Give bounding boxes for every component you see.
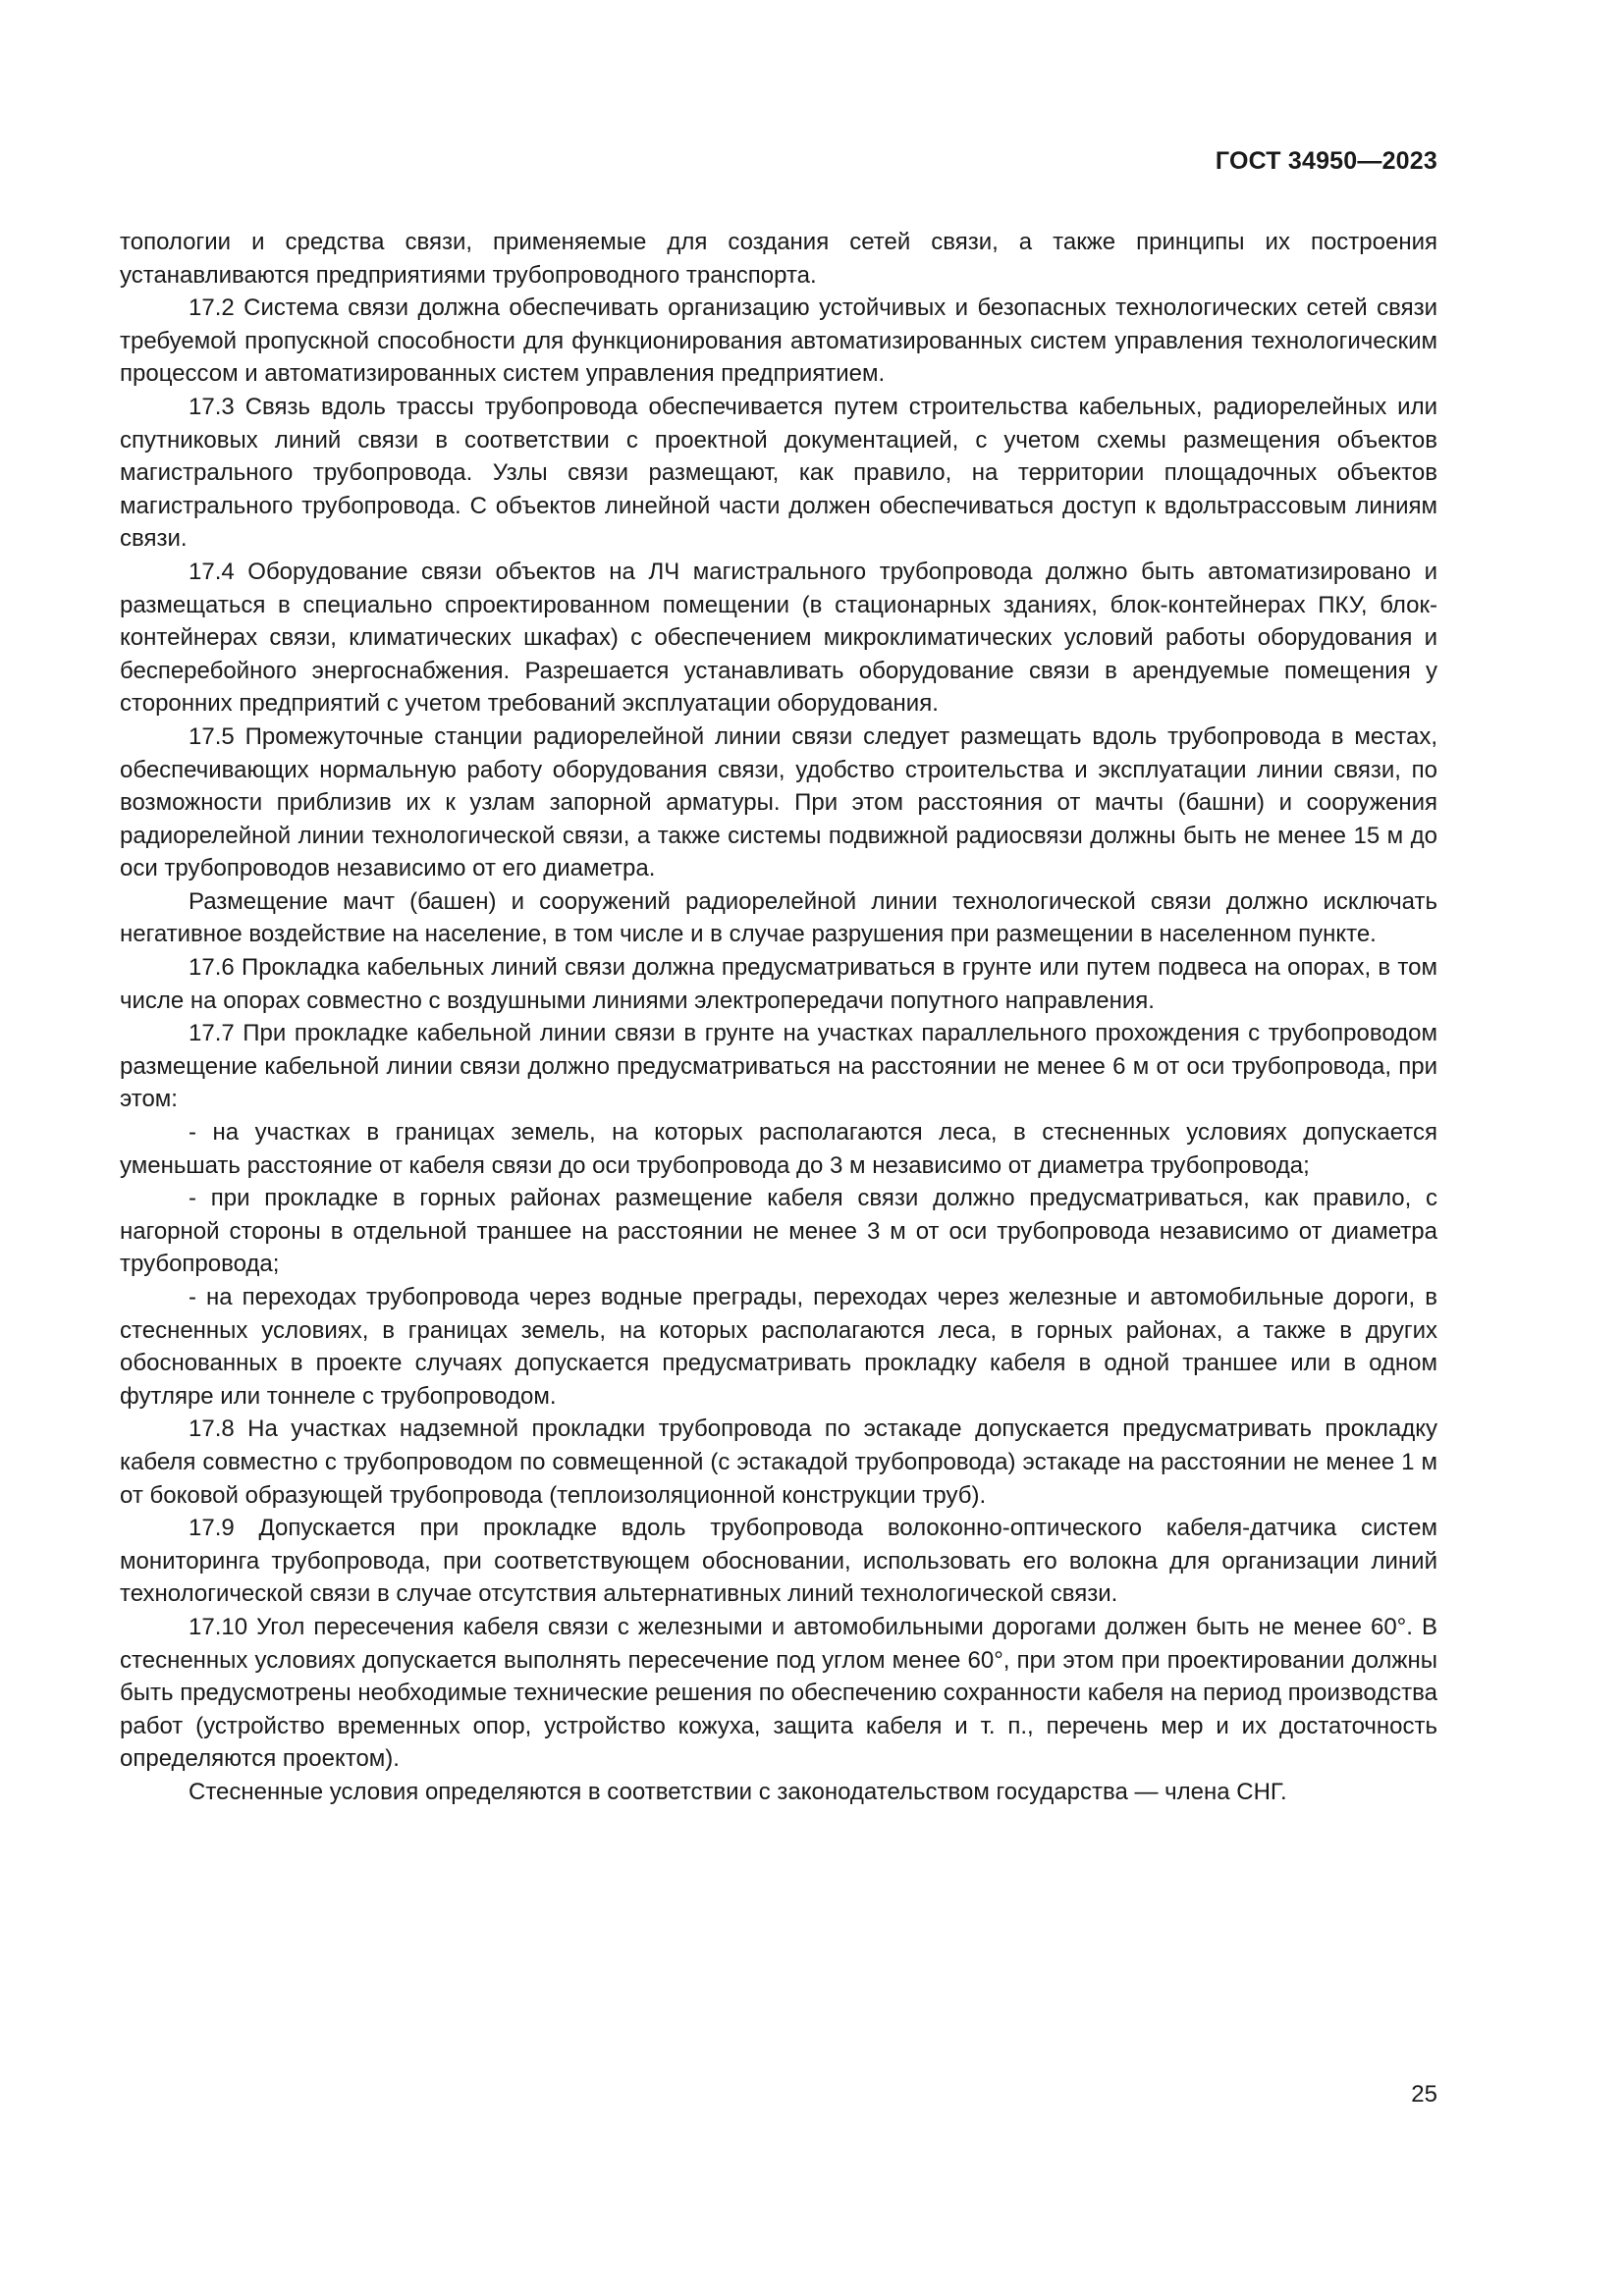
paragraph-17-8: 17.8 На участках надземной прокладки трубопровода по эстакаде допускается предусматривать прокладку кабеля совместно с трубопроводом по совмещенной (с эстакадой трубопровода) эстакаде на расстоянии не менее 1 м от боковой образующей трубопровода (теплоизоляционной конструкции труб).	[120, 1415, 1437, 1509]
paragraph-17-6: 17.6 Прокладка кабельных линий связи должна предусматриваться в грунте или путем подвеса на опорах, в том числе на опорах совместно с воздушными линиями электропередачи попутного направления.	[120, 954, 1437, 1014]
paragraph-17-9: 17.9 Допускается при прокладке вдоль трубопровода волоконно-оптического кабеля-датчика систем мониторинга трубопровода, при соответствующем обосновании, использовать его волокна для организации линий технологической связи в случае отсутствия альтернативных линий технологической связи.	[120, 1515, 1437, 1608]
paragraph-17-2: 17.2 Система связи должна обеспечивать организацию устойчивых и безопасных технологических сетей связи требуемой пропускной способности для функционирования автоматизированных систем управления технологическим процессом и автоматизированных систем управления предприятием.	[120, 294, 1437, 388]
page-number: 25	[1411, 2081, 1437, 2108]
list-item-crossings: - на переходах трубопровода через водные преграды, переходах через железные и автомобильные дороги, в стесненных условиях, в границах земель, на которых располагаются леса, в горных районах, а также в других обоснованных в проекте случаях допускается предусматривать прокладку кабеля в одной траншее или в одном футляре или тоннеле с трубопроводом.	[120, 1284, 1437, 1410]
list-item-mountain-areas: - при прокладке в горных районах размещение кабеля связи должно предусматриваться, как правило, с нагорной стороны в отдельной траншее на расстоянии не менее 3 м от оси трубопровода независимо от диаметра трубопровода;	[120, 1185, 1437, 1278]
paragraph-masts-placement: Размещение мачт (башен) и сооружений радиорелейной линии технологической связи должно исключать негативное воздействие на население, в том числе и в случае разрушения при размещении в населенном пункте.	[120, 887, 1437, 948]
paragraph-17-4: 17.4 Оборудование связи объектов на ЛЧ магистрального трубопровода должно быть автоматизировано и размещаться в специально спроектированном помещении (в стационарных зданиях, блок-контейнерах ПКУ, блок-контейнерах связи, климатических шкафах) с обеспечением микроклиматических условий работы оборудования и бесперебойного энергоснабжения. Разрешается устанавливать оборудование связи в арендуемые помещения у сторонних предприятий с учетом требований эксплуатации оборудования.	[120, 558, 1437, 718]
paragraph-17-7: 17.7 При прокладке кабельной линии связи в грунте на участках параллельного прохождения с трубопроводом размещение кабельной линии связи должно предусматриваться на расстоянии не менее 6 м от оси трубопровода, при этом:	[120, 1020, 1437, 1113]
document-body	[120, 226, 1437, 1809]
standard-code-header: ГОСТ 34950—2023	[1215, 147, 1437, 175]
list-item-forest-lands: - на участках в границах земель, на которых располагаются леса, в стесненных условиях допускается уменьшать расстояние от кабеля связи до оси трубопровода до 3 м независимо от диаметра трубопровода;	[120, 1119, 1437, 1179]
paragraph-17-5: 17.5 Промежуточные станции радиорелейной линии связи следует размещать вдоль трубопровода в местах, обеспечивающих нормальную работу оборудования связи, удобство строительства и эксплуатации линии связи, по возможности приблизив их к узлам запорной арматуры. При этом расстояния от мачты (башни) и сооружения радиорелейной линии технологической связи, а также системы подвижной радиосвязи должны быть не менее 15 м до оси трубопроводов независимо от его диаметра.	[120, 722, 1437, 882]
paragraph-constrained-conditions: Стесненные условия определяются в соответствии с законодательством государства — члена СНГ.	[189, 1778, 1287, 1805]
paragraph-17-3: 17.3 Связь вдоль трассы трубопровода обеспечивается путем строительства кабельных, радиорелейных или спутниковых линий связи в соответствии с проектной документацией, с учетом схемы размещения объектов магистрального трубопровода. Узлы связи размещают, как правило, на территории площадочных объектов магистрального трубопровода. С объектов линейной части должен обеспечиваться доступ к вдольтрассовым линиям связи.	[120, 393, 1437, 553]
paragraph-continuation: топологии и средства связи, применяемые для создания сетей связи, а также принципы их построения устанавливаются предприятиями трубопроводного транспорта.	[120, 229, 1437, 289]
paragraph-17-10: 17.10 Угол пересечения кабеля связи с железными и автомобильными дорогами должен быть не менее 60°. В стесненных условиях допускается выполнять пересечение под углом менее 60°, при этом при проектировании должны быть предусмотрены необходимые технические решения по обеспечению сохранности кабеля на период производства работ (устройство временных опор, устройство кожуха, защита кабеля и т. п., перечень мер и их достаточность определяются проектом).	[120, 1613, 1437, 1773]
